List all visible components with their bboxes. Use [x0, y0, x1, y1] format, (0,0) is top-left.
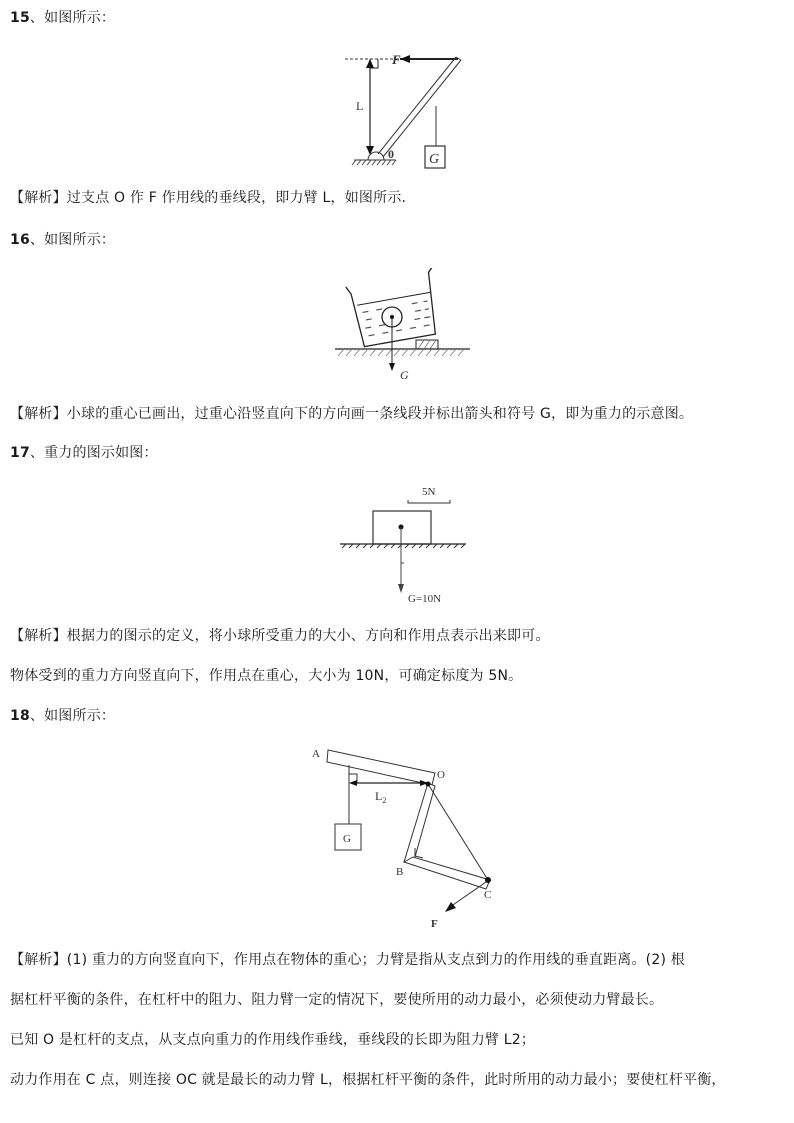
figure-15-lever-diagram: [340, 48, 470, 173]
analysis-15: 【解析】过支点 O 作 F 作用线的垂线段，即力臂 L，如图所示.: [10, 190, 407, 206]
question-18-heading: [10, 706, 115, 726]
question-title: 、如图所示：: [29, 10, 116, 26]
question-title: 、如图所示：: [29, 708, 116, 724]
label-a: A: [312, 748, 320, 760]
analysis-18-line-4: 动力作用在 C 点，则连接 OC 就是最长的动力臂 L，根据杠杆平衡的条件，此时所用的动力最小；要使杠杆平衡，: [10, 1072, 726, 1088]
note-17: 物体受到的重力方向竖直向下，作用点在重心，大小为 10N，可确定标度为 5N。: [10, 668, 523, 684]
label-arm: $L_2$: [375, 789, 387, 805]
figure-18-lever-diagram: [300, 740, 500, 935]
label-o: O: [437, 769, 445, 781]
question-number: 16: [10, 232, 30, 248]
question-number: 15: [10, 10, 30, 26]
analysis-18-line-1: 【解析】(1) 重力的方向竖直向下，作用点在物体的重心；力臂是指从支点到力的作用线的垂直距离。(2) 根: [10, 952, 685, 968]
label-gravity: G: [400, 368, 409, 382]
label-force: F: [431, 918, 438, 930]
question-17-heading: [10, 443, 158, 463]
analysis-17: 【解析】根据力的图示的定义，将小球所受重力的大小、方向和作用点表示出来即可。: [10, 628, 550, 644]
label-weight: G: [343, 833, 351, 845]
question-number: 17: [10, 445, 30, 461]
question-16-heading: [10, 230, 115, 250]
label-arm: L: [356, 99, 364, 113]
question-15-heading: [10, 8, 115, 28]
label-scale: 5N: [422, 486, 436, 498]
label-force: F: [392, 52, 401, 67]
question-title: 、如图所示：: [29, 232, 116, 248]
label-pivot: 0: [388, 147, 394, 161]
analysis-18-line-2: 据杠杆平衡的条件，在杠杆中的阻力、阻力臂一定的情况下，要使所用的动力最小，必须使动力臂最长。: [10, 992, 664, 1008]
label-gravity: G=10N: [408, 593, 442, 605]
label-c: C: [484, 889, 492, 901]
figure-16-beaker-diagram: [330, 268, 475, 383]
analysis-18-line-3: 已知 O 是杠杆的支点，从支点向重力的作用线作垂线，垂线段的长即为阻力臂 L2；: [10, 1032, 536, 1048]
question-title: 、重力的图示如图：: [29, 445, 158, 461]
label-b: B: [396, 866, 404, 878]
analysis-16: 【解析】小球的重心已画出，过重心沿竖直向下的方向画一条线段并标出箭头和符号 G，即为重力的示意图。: [10, 406, 694, 422]
label-weight: G: [429, 152, 440, 167]
question-number: 18: [10, 708, 30, 724]
figure-17-gravity-diagram: [338, 480, 473, 605]
